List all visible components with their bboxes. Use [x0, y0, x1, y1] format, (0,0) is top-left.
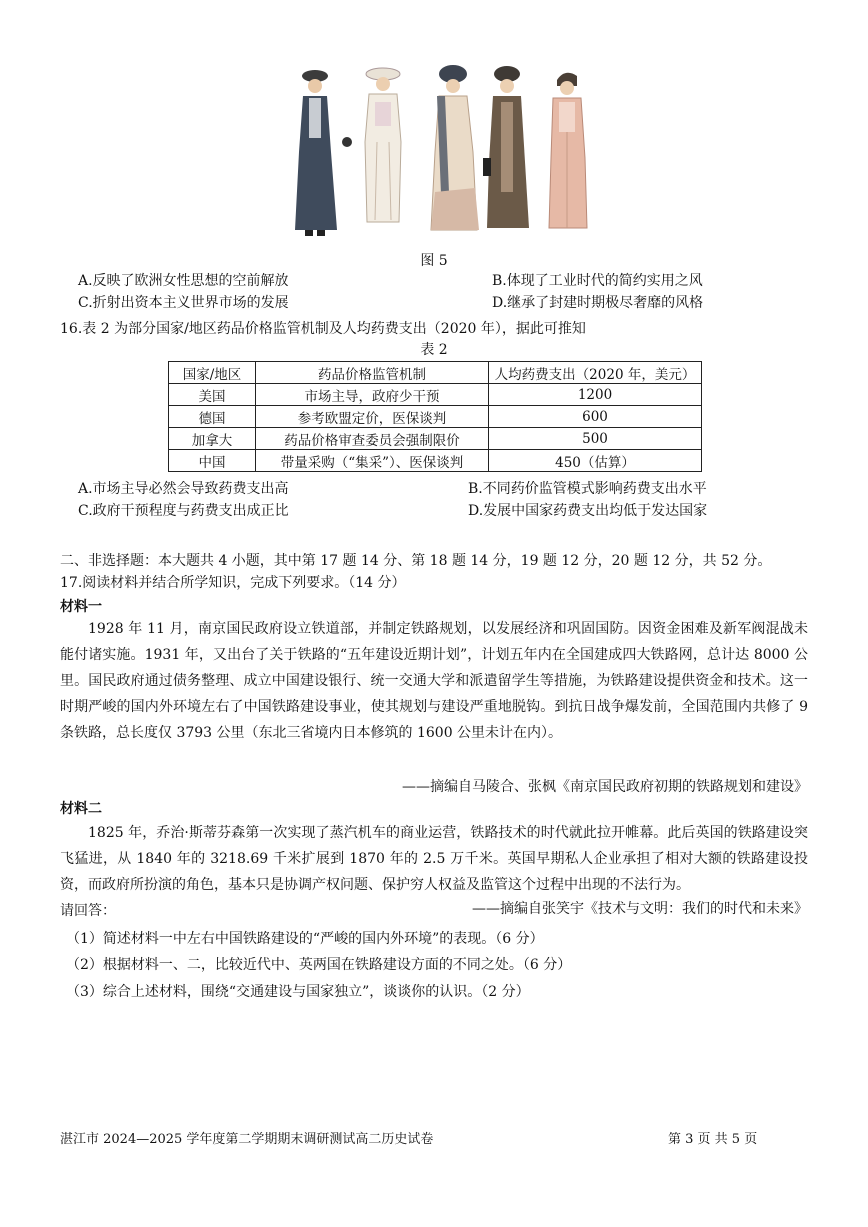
table-cell: 450（估算）	[489, 450, 702, 472]
table-cell: 德国	[169, 406, 256, 428]
material-2-source: ——摘编自张笑宇《技术与文明：我们的时代和未来》	[472, 901, 808, 917]
table-cell: 美国	[169, 384, 256, 406]
sub-question-1: （1）简述材料一中左右中国铁路建设的“严峻的国内外环境”的表现。（6 分）	[66, 931, 544, 947]
table-cell: 中国	[169, 450, 256, 472]
material-1-text: 1928 年 11 月，南京国民政府设立铁道部，并制定铁路规划，以发展经济和巩固国防。因资金困难及新军阀混战未能付诸实施。1931 年，又出台了关于铁路的“五年建设近期计划”，计划五年内在全国建成四大铁路网，总计达 8000 公里。国民政府通过债务整理、成立中国建设银行、统一交通大学和派遣留学生等措施，为铁路建设提供资金和技术。这一时期严峻的国内外环境左右了中国铁路建设事业，使其规划与建设严重地脱钩。到抗日战争爆发前，全国范围内共修了 9 条铁路，总长度仅 3793 公里（东北三省境内日本修筑的 1600 公里未计在内）。	[60, 621, 808, 741]
material-2-title: 材料二	[60, 801, 102, 817]
q15-option-a: A.反映了欧洲女性思想的空前解放	[78, 273, 289, 289]
q15-option-b: B.体现了工业时代的简约实用之风	[492, 273, 703, 289]
woman-figure-5	[549, 73, 587, 228]
fashion-illustration-figure	[285, 62, 615, 242]
table-header-row	[169, 362, 702, 384]
material-1-source: ——摘编自马陵合、张枫《南京国民政府初期的铁路规划和建设》	[402, 779, 808, 795]
q16-option-d: D.发展中国家药费支出均低于发达国家	[468, 503, 708, 519]
q16-stem: 16.表 2 为部分国家/地区药品价格监管机制及人均药费支出（2020 年），据此可推知	[60, 321, 586, 337]
answer-prompt: 请回答：	[60, 903, 116, 919]
footer-page-number: 第 3 页 共 5 页	[668, 1132, 758, 1147]
q15-option-d: D.继承了封建时期极尽奢靡的风格	[492, 295, 704, 311]
figure-caption: 图 5	[420, 253, 448, 269]
table-row	[169, 428, 702, 450]
material-2-text: 1825 年，乔治·斯蒂芬森第一次实现了蒸汽机车的商业运营，铁路技术的时代就此拉开帷幕。此后英国的铁路建设突飞猛进，从 1840 年的 3218.69 千米扩展到 1870 年的 2.5 万千米。英国早期私人企业承担了相对大额的铁路建设投资，而政府所扮演的角色，基本只是协调产权问题、保护穷人权益及监管这个过程中出现的不法行为。	[60, 825, 808, 893]
table-cell: 药品价格审查委员会强制限价	[256, 428, 489, 450]
section-2-heading: 二、非选择题：本大题共 4 小题，其中第 17 题 14 分、第 18 题 14 分，19 题 12 分，20 题 12 分，共 52 分。	[60, 553, 772, 569]
material-1-title: 材料一	[60, 599, 102, 615]
sub-question-3: （3）综合上述材料，围绕“交通建设与国家独立”，谈谈你的认识。（2 分）	[66, 984, 530, 1000]
woman-figure-4	[483, 66, 529, 228]
table-cell: 市场主导，政府少干预	[256, 384, 489, 406]
table-row	[169, 384, 702, 406]
q15-option-c: C.折射出资本主义世界市场的发展	[78, 295, 289, 311]
table-cell: 500	[489, 428, 702, 450]
q16-option-b: B.不同药价监管模式影响药费支出水平	[468, 481, 707, 497]
table-cell: 加拿大	[169, 428, 256, 450]
woman-figure-1	[295, 70, 352, 236]
q16-option-a: A.市场主导必然会导致药费支出高	[78, 481, 289, 497]
table-header-cell: 药品价格监管机制	[256, 362, 489, 384]
table-header-cell: 人均药费支出（2020 年，美元）	[489, 362, 702, 384]
table-cell: 带量采购（“集采”）、医保谈判	[256, 450, 489, 472]
table-row	[169, 450, 702, 472]
drug-price-table	[168, 361, 702, 472]
woman-figure-3	[431, 65, 479, 230]
table-header-cell: 国家/地区	[169, 362, 256, 384]
woman-figure-2	[365, 68, 401, 222]
table-cell: 参考欧盟定价，医保谈判	[256, 406, 489, 428]
sub-question-2: （2）根据材料一、二，比较近代中、英两国在铁路建设方面的不同之处。（6 分）	[66, 957, 572, 973]
footer-exam-title: 湛江市 2024—2025 学年度第二学期期末调研测试高二历史试卷	[60, 1132, 434, 1147]
table-cell: 600	[489, 406, 702, 428]
table-row	[169, 406, 702, 428]
q17-stem: 17.阅读材料并结合所学知识，完成下列要求。（14 分）	[60, 575, 406, 591]
table-caption: 表 2	[420, 342, 448, 358]
q16-option-c: C.政府干预程度与药费支出成正比	[78, 503, 289, 519]
table-cell: 1200	[489, 384, 702, 406]
